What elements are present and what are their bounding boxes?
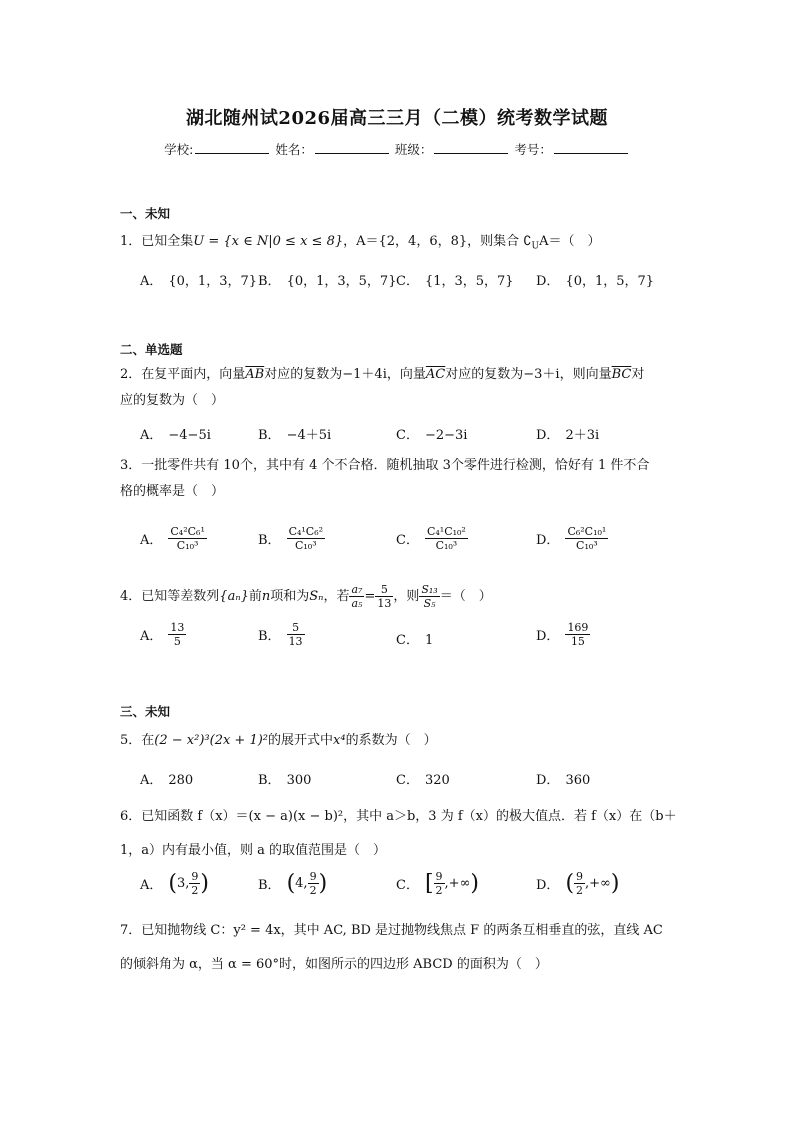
fraction-numerator: 9 (309, 870, 317, 883)
option-label: C． (396, 533, 419, 548)
fraction (308, 870, 319, 897)
question-text: A＝（ ） (539, 234, 601, 249)
question-text: 应的复数为（ ） (120, 393, 225, 408)
option-value: 2＋3i (565, 428, 600, 443)
option-label: D． (536, 878, 560, 893)
option-value: 280 (168, 773, 194, 788)
fraction-numerator: 9 (435, 870, 443, 883)
option-c[interactable] (396, 870, 479, 897)
question-text: ，则向量 (559, 367, 612, 382)
option-value: {0，1，5，7} (565, 274, 655, 289)
interval-bracket: ( (286, 871, 296, 896)
option-value: {1，3，5，7} (424, 274, 514, 289)
option-label: B． (258, 428, 281, 443)
option-label: B． (258, 274, 281, 289)
option-label: D． (536, 428, 560, 443)
option-value: −4−5i (168, 428, 211, 443)
option-label: A． (140, 533, 163, 548)
math-equals: = (364, 589, 376, 604)
option-value: 300 (286, 773, 312, 788)
option-label: B． (258, 533, 281, 548)
fraction-denominator: 13 (377, 597, 392, 610)
section-heading-1: 一、未知 (120, 206, 171, 221)
fraction-numerator: 169 (567, 621, 589, 634)
section-heading-2: 二、单选题 (120, 342, 183, 357)
question-text: 在复平面内，向量 (141, 367, 246, 382)
option-d[interactable] (536, 621, 590, 648)
fraction-denominator: C₁₀³ (576, 539, 598, 552)
option-value: {0，1，3，7} (168, 274, 258, 289)
option-label: A． (140, 878, 163, 893)
option-label: D． (536, 629, 560, 644)
fraction-denominator: 15 (570, 635, 585, 648)
question-1 (120, 229, 680, 260)
interval-left: 4, (295, 876, 308, 891)
interval-bracket: ) (200, 871, 209, 896)
option-label: B． (258, 878, 281, 893)
question-text: ，若 (323, 589, 350, 604)
option-value: −2−3i (424, 428, 468, 443)
fraction-numerator: C₄¹C₆² (288, 525, 324, 538)
option-label: D． (536, 773, 560, 788)
fraction-denominator: a₅ (351, 597, 363, 610)
question-text: 的展开式中 (268, 733, 334, 748)
option-b[interactable] (258, 424, 331, 443)
options-q4 (140, 621, 680, 657)
school-blank[interactable] (195, 141, 269, 154)
fraction (287, 621, 305, 648)
question-text: 格的概率是（ ） (120, 484, 225, 499)
fraction-denominator: S₅ (423, 597, 436, 610)
question-text: ，则 (393, 589, 420, 604)
option-d[interactable] (536, 424, 599, 443)
question-text: 的倾斜角为 α，当 α = 60°时，如图所示的四边形 ABCD 的面积为（ ） (120, 957, 548, 972)
option-label: A． (140, 629, 163, 644)
section-heading-3: 三、未知 (120, 704, 171, 719)
class-blank[interactable] (434, 141, 508, 154)
name-blank[interactable] (315, 141, 389, 154)
option-value: −4＋5i (286, 428, 332, 443)
option-a[interactable] (140, 769, 193, 788)
question-text: 已知全集 (141, 234, 194, 249)
math-expression: (2 − x²)³(2x + 1)² (154, 733, 269, 748)
interval-bracket: ( (565, 871, 575, 896)
option-d[interactable] (536, 270, 654, 289)
complex-2: −3＋i (523, 367, 560, 382)
interval-bracket: ) (610, 871, 620, 896)
option-a[interactable] (140, 621, 186, 648)
fraction (419, 583, 439, 610)
exam-number-label: 考号： (514, 142, 552, 157)
fraction-denominator: 2 (309, 884, 317, 897)
fraction (574, 870, 585, 897)
option-label: C． (396, 428, 419, 443)
interval-right: ,+∞ (444, 876, 471, 891)
math-subscript: U (531, 241, 540, 252)
option-b[interactable] (258, 525, 325, 552)
option-label: C． (396, 274, 419, 289)
option-c[interactable] (396, 769, 450, 788)
option-a[interactable] (140, 270, 257, 289)
fraction-numerator: 5 (375, 583, 393, 597)
question-number: 1． (120, 234, 142, 249)
question-text: 已知抛物线 C：y² = 4x，其中 AC, BD 是过抛物线焦点 F 的两条互相垂直的弦，直线 AC (141, 923, 663, 938)
question-4 (120, 580, 680, 614)
question-2 (120, 362, 680, 414)
question-number: 3． (120, 458, 142, 473)
fraction-numerator: 9 (191, 870, 199, 883)
math-n: n (261, 589, 271, 604)
question-3 (120, 453, 680, 505)
fraction-numerator: C₆²C₁₀¹ (567, 525, 607, 538)
option-d[interactable] (536, 525, 608, 552)
math-term: x⁴ (333, 733, 346, 748)
fraction-numerator: 9 (576, 870, 584, 883)
option-label: C． (396, 633, 419, 648)
option-label: B． (258, 773, 281, 788)
interval-bracket: ) (318, 871, 328, 896)
math-set-u: U = {x ∈ N|0 ≤ x ≤ 8} (193, 234, 344, 249)
option-label: C． (396, 773, 419, 788)
fraction-denominator: C₁₀³ (435, 539, 458, 552)
option-a[interactable] (140, 870, 209, 897)
question-6 (120, 800, 680, 868)
question-5 (120, 728, 680, 754)
fraction (565, 621, 590, 648)
question-text: 的系数为（ ） (345, 733, 437, 748)
fraction-numerator: a₇ (351, 583, 363, 596)
name-label: 姓名： (275, 142, 313, 157)
fraction (168, 525, 206, 552)
question-text: 对 (631, 367, 645, 382)
question-text: 前 (248, 589, 262, 604)
question-text: 对应的复数为 (264, 367, 343, 382)
option-label: B． (258, 629, 281, 644)
fraction-denominator: 2 (191, 884, 199, 897)
option-c[interactable] (396, 629, 433, 648)
interval-bracket: [ (424, 871, 434, 896)
fraction (425, 525, 468, 552)
question-number: 2． (120, 367, 142, 382)
school-label: 学校: (164, 142, 194, 157)
fraction (349, 583, 364, 610)
option-b[interactable] (258, 870, 327, 897)
question-text: ＝（ ） (439, 589, 492, 604)
question-text: 在 (141, 733, 155, 748)
fraction-denominator: C₁₀³ (294, 539, 317, 552)
exam-title: 湖北随州试2026届高三三月（二模）统考数学试题 (185, 108, 609, 129)
fraction (287, 525, 325, 552)
option-c[interactable] (396, 424, 467, 443)
option-b[interactable] (258, 270, 396, 289)
fraction-numerator: 5 (287, 621, 305, 635)
fraction-numerator: 13 (170, 621, 185, 634)
math-sequence: {aₙ} (219, 589, 249, 604)
option-c[interactable] (396, 525, 468, 552)
question-text: ，A＝{2，4，6，8}，则集合 ∁ (343, 234, 532, 249)
question-number: 7． (120, 923, 142, 938)
question-text: 对应的复数为 (445, 367, 524, 382)
question-number: 4． (120, 589, 142, 604)
option-value: 1 (424, 633, 434, 648)
option-b[interactable] (258, 769, 311, 788)
question-number: 5． (120, 733, 142, 748)
interval-bracket: ) (470, 871, 479, 896)
options-q5 (140, 769, 680, 799)
interval-bracket: ( (168, 871, 177, 896)
exam-number-blank[interactable] (554, 141, 628, 154)
options-q1 (140, 270, 680, 300)
option-label: D． (536, 533, 560, 548)
complex-1: −1＋4i (342, 367, 387, 382)
question-text: 一批零件共有 10个，其中有 4 个不合格．随机抽取 3个零件进行检测，恰好有 1 件不合 (141, 458, 650, 473)
fraction (565, 525, 608, 552)
option-b[interactable] (258, 621, 305, 648)
option-label: A． (140, 773, 163, 788)
fraction-numerator: C₄¹C₁₀² (426, 525, 466, 538)
option-label: D． (536, 274, 560, 289)
question-text: 项和为 (270, 589, 310, 604)
class-label: 班级： (394, 142, 433, 157)
math-sn: Sₙ (309, 589, 324, 604)
option-value: 360 (565, 773, 591, 788)
question-7 (120, 914, 680, 982)
option-label: A． (140, 428, 163, 443)
fraction (434, 870, 445, 897)
interval-left: 3, (176, 876, 190, 891)
question-text: ，向量 (386, 367, 426, 382)
option-a[interactable] (140, 424, 211, 443)
student-info-line (0, 140, 794, 158)
fraction-denominator: 2 (576, 884, 584, 897)
fraction-denominator: 13 (288, 635, 303, 648)
vector-ac: $\overline{AC}$ (425, 367, 446, 382)
fraction-numerator: C₄²C₆¹ (170, 525, 205, 538)
option-a[interactable] (140, 525, 207, 552)
option-d[interactable] (536, 769, 590, 788)
fraction (168, 621, 186, 648)
option-value: {0，1，3，5，7} (286, 274, 397, 289)
options-q6 (140, 870, 680, 906)
fraction-denominator: 5 (173, 635, 181, 648)
vector-bc: $\overline{BC}$ (611, 367, 632, 382)
vector-ab: $\overline{AB}$ (245, 367, 265, 382)
question-text: 1，a）内有最小值，则 a 的取值范围是（ ） (120, 843, 387, 858)
fraction (375, 583, 393, 610)
question-text: 已知等差数列 (141, 589, 220, 604)
interval-right: ,+∞ (585, 876, 611, 891)
fraction-numerator: S₁₃ (421, 583, 438, 596)
option-label: A． (140, 274, 163, 289)
options-q3 (140, 525, 680, 565)
options-q2 (140, 424, 680, 454)
question-number: 6． (120, 809, 142, 824)
fraction-denominator: C₁₀³ (176, 539, 199, 552)
option-d[interactable] (536, 870, 619, 897)
fraction (189, 870, 200, 897)
option-value: 320 (424, 773, 450, 788)
option-label: C． (396, 878, 419, 893)
fraction-denominator: 2 (435, 884, 443, 897)
option-c[interactable] (396, 270, 514, 289)
question-text: 已知函数 f（x）＝(x − a)(x − b)²，其中 a＞b，3 为 f（x）的极大值点．若 f（x）在（b＋ (141, 809, 677, 824)
